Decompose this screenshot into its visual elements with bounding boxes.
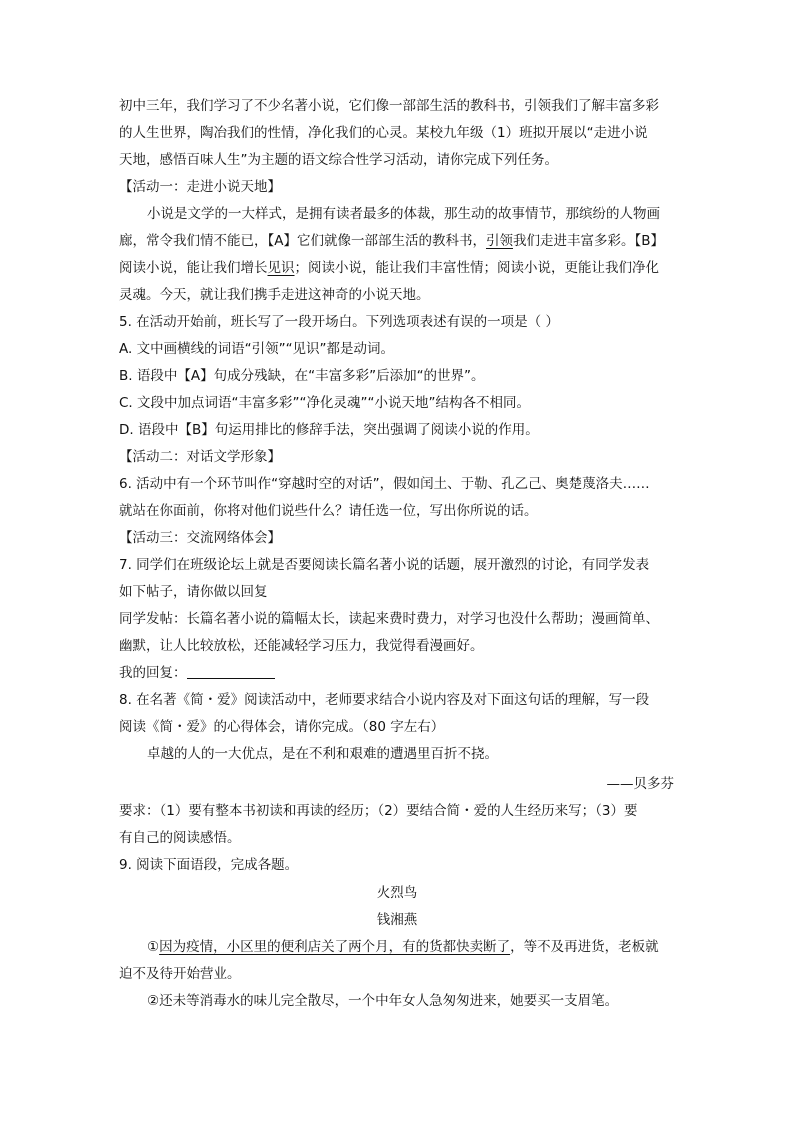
para-text: ，等不及再进货，老板就 xyxy=(510,939,659,955)
article-title: 火烈鸟 xyxy=(376,885,418,901)
quote: 卓越的人的一大优点，是在不利和艰难的遭遇里百折不挠。 xyxy=(147,746,498,762)
question-5-option-a: A. 文中画横线的词语“引领”“见识”都是动词。 xyxy=(119,341,395,357)
underlined-word-jianshi: 见识 xyxy=(267,260,295,276)
question-5-stem: 5. 在活动开始前，班长写了一段开场白。下列选项表述有误的一项是（ ） xyxy=(119,314,559,330)
question-8-line-2: 阅读《简・爱》的心得体会，请你完成。（80 字左右） xyxy=(119,719,445,735)
para-number: ① xyxy=(147,939,160,955)
para-text: 阅读小说，能让我们增长 xyxy=(119,260,268,276)
underlined-word-yinling: 引领 xyxy=(485,233,513,249)
intro-line-3: 天地，感悟百味人生”为主题的语文综合性学习活动，请你完成下列任务。 xyxy=(119,152,558,168)
article-para-1-line-1 xyxy=(147,938,659,956)
reply-label: 我的回复： xyxy=(119,665,187,681)
para-text: 我们走进丰富多彩。【B】 xyxy=(512,233,664,249)
question-8-requirement-line-1: 要求：（1）要有整本书初读和再读的经历；（2）要结合简・爱的人生经历来写；（3）要 xyxy=(119,803,638,819)
quote-attribution: ——贝多芬 xyxy=(606,776,674,792)
intro-line-1: 初中三年，我们学习了不少名著小说，它们像一部部生活的教科书，引领我们了解丰富多彩 xyxy=(119,98,659,114)
question-5-option-d: D. 语段中【B】句运用排比的修辞手法，突出强调了阅读小说的作用。 xyxy=(119,422,539,438)
activity1-para-line-4: 灵魂。今天，就让我们携手走进这神奇的小说天地。 xyxy=(119,287,430,303)
question-5-option-c: C. 文段中加点词语“丰富多彩”“净化灵魂”“小说天地”结构各不相同。 xyxy=(119,395,530,411)
activity1-para-line-1: 小说是文学的一大样式，是拥有读者最多的体裁，那生动的故事情节，那缤纷的人物画 xyxy=(147,206,660,222)
question-6-line-2: 就站在你面前，你将对他们说些什么？请任选一位，写出你所说的话。 xyxy=(119,503,538,519)
activity2-title: 【活动二：对话文学形象】 xyxy=(119,449,281,465)
activity1-para-line-2 xyxy=(119,232,664,250)
question-9-stem: 9. 阅读下面语段，完成各题。 xyxy=(119,857,299,873)
question-5-option-b: B. 语段中【A】句成分残缺，在“丰富多彩”后添加“的世界”。 xyxy=(119,368,485,384)
question-7-line-2: 如下帖子，请你做以回复 xyxy=(119,584,268,600)
forum-post-line-2: 幽默，让人比较放松，还能减轻学习压力，我觉得看漫画好。 xyxy=(119,638,484,654)
activity3-title: 【活动三：交流网络体会】 xyxy=(119,530,281,546)
my-reply xyxy=(119,664,275,682)
forum-post-line-1: 同学发帖：长篇名著小说的篇幅太长，读起来费时费力，对学习也没什么帮助；漫画简单、 xyxy=(119,611,659,627)
question-6-line-1: 6. 活动中有一个环节叫作“穿越时空的对话”，假如闰土、于勒、孔乙己、奥楚蔑洛夫…… xyxy=(119,476,650,492)
question-8-requirement-line-2: 有自己的阅读感悟。 xyxy=(119,830,241,846)
intro-line-2: 的人生世界，陶冶我们的性情，净化我们的心灵。某校九年级（1）班拟开展以“走进小说 xyxy=(119,125,648,141)
article-para-2: ②还未等消毒水的味儿完全散尽，一个中年女人急匆匆进来，她要买一支眉笔。 xyxy=(147,993,619,1009)
activity1-title: 【活动一：走进小说天地】 xyxy=(119,179,281,195)
article-para-1-line-2: 迫不及待开始营业。 xyxy=(119,966,241,982)
activity1-para-line-3 xyxy=(119,259,659,277)
para-text: ；阅读小说，能让我们丰富性情；阅读小说，更能让我们净化 xyxy=(294,260,659,276)
question-7-line-1: 7. 同学们在班级论坛上就是否要阅读长篇名著小说的话题，展开激烈的讨论，有同学发表 xyxy=(119,557,650,573)
question-8-line-1: 8. 在名著《简・爱》阅读活动中，老师要求结合小说内容及对下面这句话的理解，写一段 xyxy=(119,692,650,708)
article-author: 钱湘燕 xyxy=(376,912,418,928)
reply-blank[interactable] xyxy=(187,664,275,679)
para-text: 廊，常令我们情不能已，【A】它们就像一部部生活的教科书， xyxy=(119,233,486,249)
underlined-sentence: 因为疫情，小区里的便利店关了两个月，有的货都快卖断了 xyxy=(159,939,511,955)
